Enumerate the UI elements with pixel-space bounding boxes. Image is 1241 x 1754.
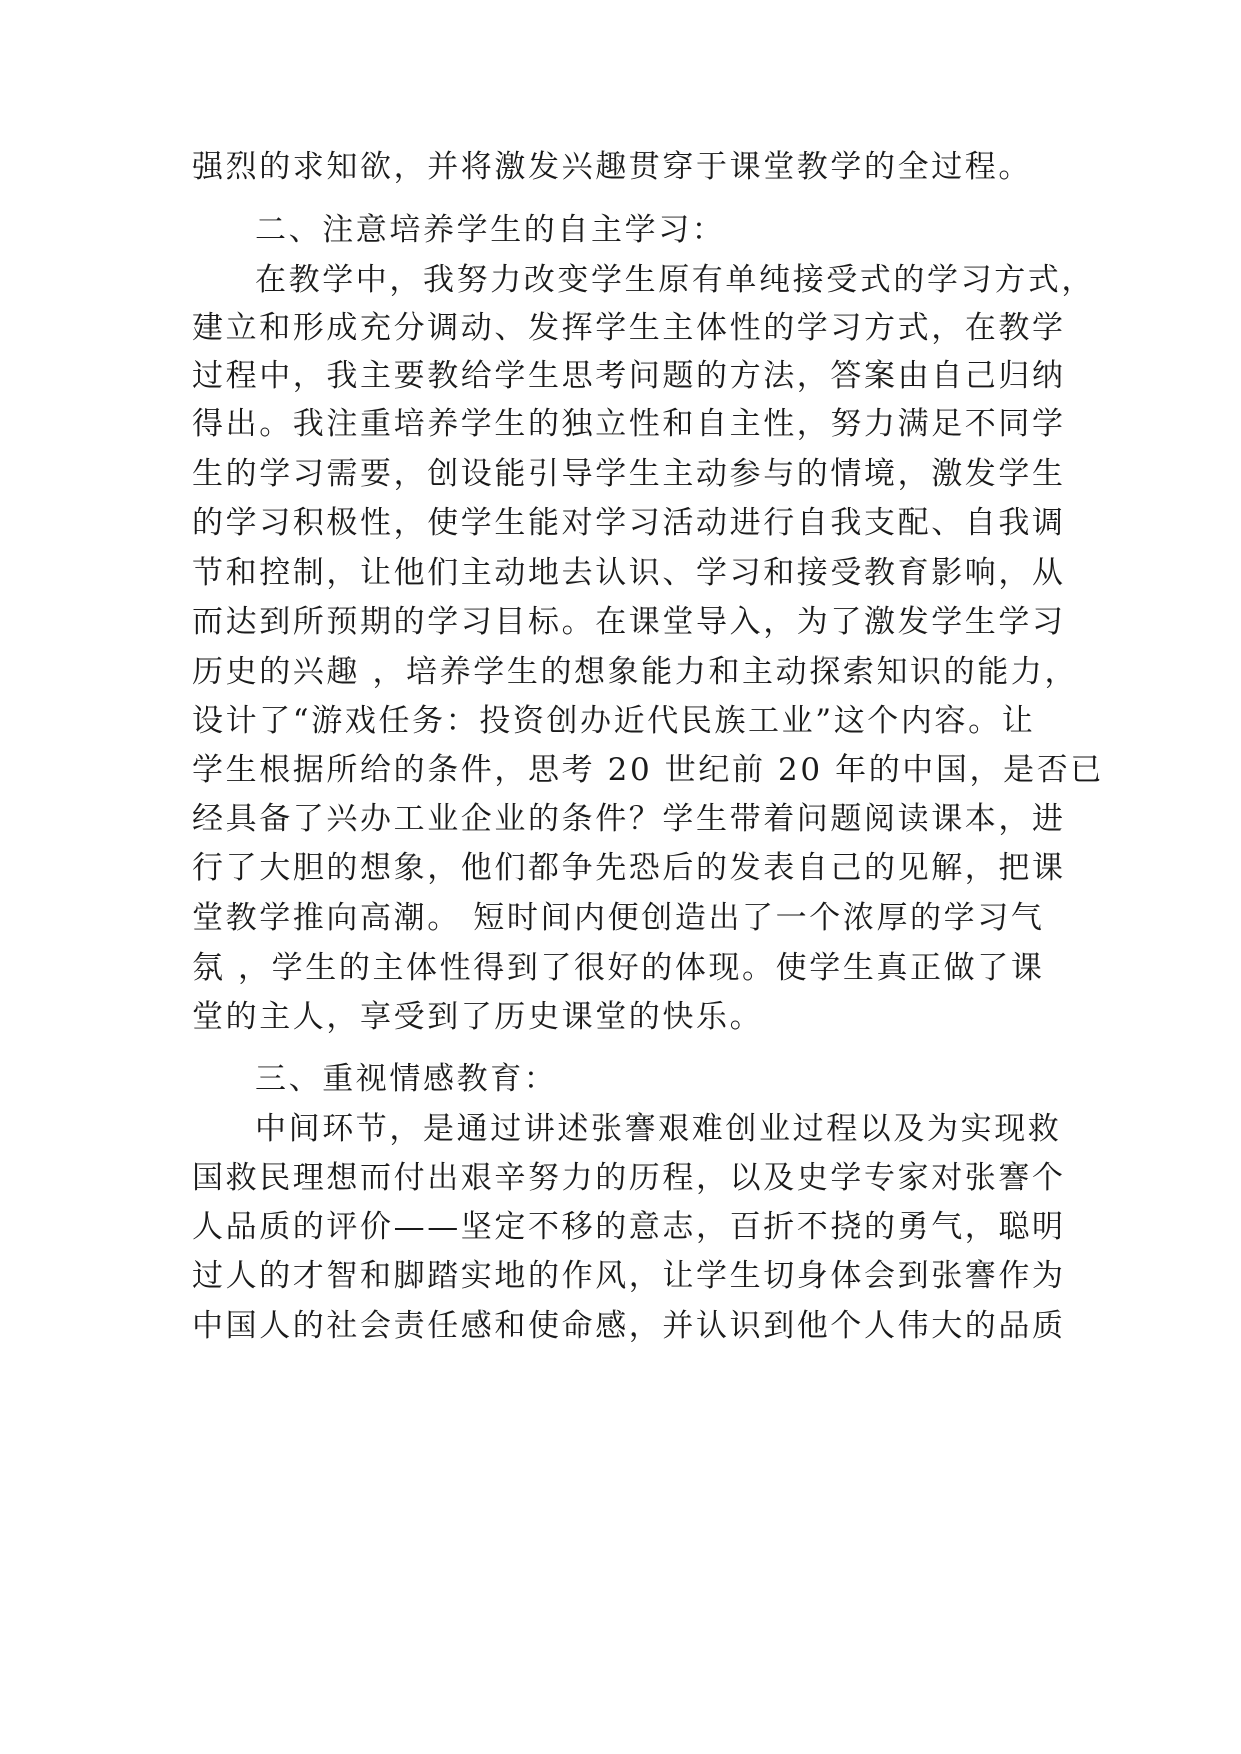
- paragraph-line: 过人的才智和脚踏实地的作风，让学生切身体会到张謇作为: [192, 1258, 1066, 1294]
- paragraph-line: 中国人的社会责任感和使命感，并认识到他个人伟大的品质: [192, 1308, 1066, 1344]
- paragraph-line: 而达到所预期的学习目标。在课堂导入，为了激发学生学习: [192, 604, 1066, 640]
- paragraph-line: 堂教学推向高潮。 短时间内便创造出了一个浓厚的学习气: [192, 900, 1045, 936]
- paragraph-line: 氛 ，学生的主体性得到了很好的体现。使学生真正做了课: [192, 950, 1045, 986]
- paragraph-line: 国救民理想而付出艰辛努力的历程，以及史学专家对张謇个: [192, 1160, 1066, 1196]
- section-heading: 三、重视情感教育：: [255, 1061, 558, 1097]
- paragraph-line: 在教学中，我努力改变学生原有单纯接受式的学习方式，: [255, 262, 1095, 298]
- paragraph-line: 建立和形成充分调动、发挥学生主体性的学习方式，在教学: [192, 310, 1066, 346]
- paragraph-line: 行了大胆的想象，他们都争先恐后的发表自己的见解，把课: [192, 850, 1066, 886]
- paragraph-line: 的学习积极性，使学生能对学习活动进行自我支配、自我调: [192, 505, 1066, 541]
- paragraph-line: 堂的主人，享受到了历史课堂的快乐。: [192, 999, 764, 1035]
- paragraph-line: 节和控制，让他们主动地去认识、学习和接受教育影响，从: [192, 555, 1066, 591]
- paragraph-line: 中间环节，是通过讲述张謇艰难创业过程以及为实现救: [255, 1111, 1062, 1147]
- paragraph-line: 得出。我注重培养学生的独立性和自主性，努力满足不同学: [192, 406, 1066, 442]
- paragraph-line: 学生根据所给的条件，思考 20 世纪前 20 年的中国，是否已: [192, 752, 1104, 788]
- paragraph-line: 历史的兴趣 ，培养学生的想象能力和主动探索知识的能力，: [192, 654, 1079, 690]
- paragraph-line: 设计了“游戏任务：投资创办近代民族工业”这个内容。让: [192, 703, 1036, 739]
- paragraph-line: 过程中，我主要教给学生思考问题的方法，答案由自己归纳: [192, 358, 1066, 394]
- paragraph-line: 经具备了兴办工业企业的条件？学生带着问题阅读课本，进: [192, 801, 1066, 837]
- paragraph-line: 人品质的评价——坚定不移的意志，百折不挠的勇气，聪明: [192, 1209, 1066, 1245]
- paragraph-line: 强烈的求知欲，并将激发兴趣贯穿于课堂教学的全过程。: [192, 149, 1032, 185]
- paragraph-line: 生的学习需要，创设能引导学生主动参与的情境，激发学生: [192, 456, 1066, 492]
- section-heading: 二、注意培养学生的自主学习：: [255, 212, 726, 248]
